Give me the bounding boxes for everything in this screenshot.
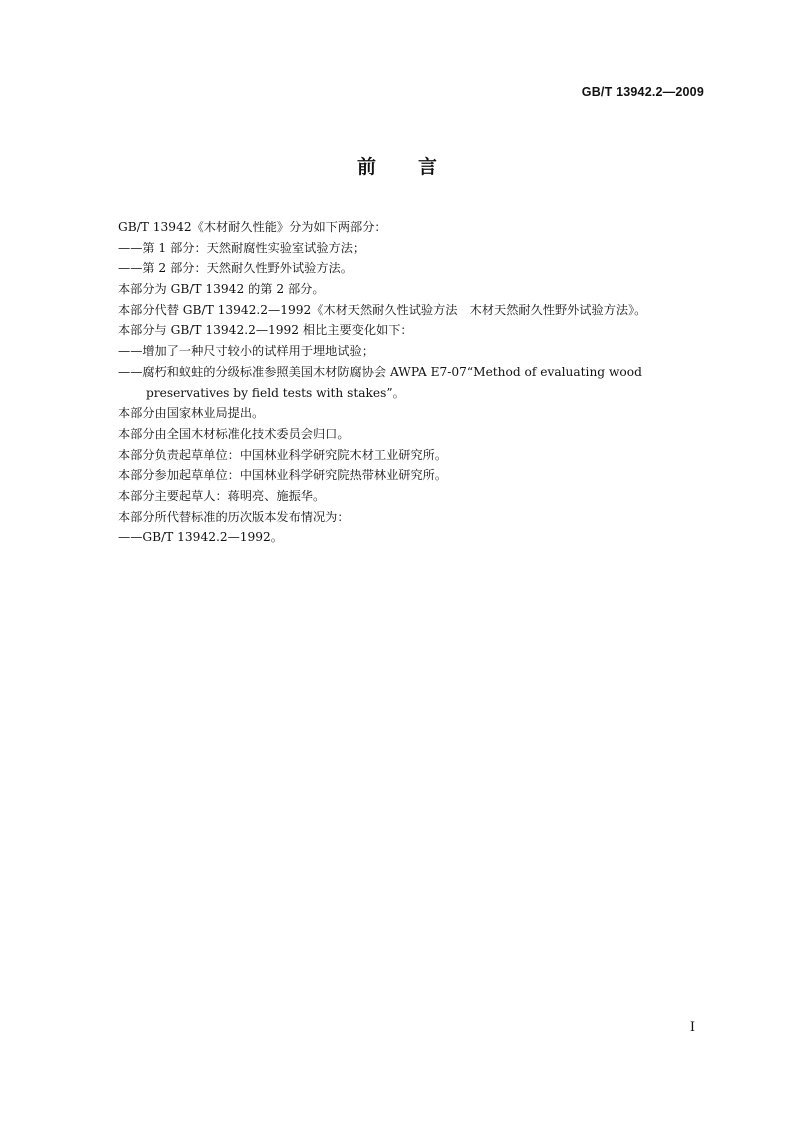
paragraph-line: 本部分参加起草单位：中国林业科学研究院热带林业研究所。 — [118, 468, 448, 483]
list-item: ——GB/T 13942.2—1992。 — [118, 530, 283, 545]
list-item-wrapped-first: ——腐朽和蚁蛀的分级标准参照美国木材防腐协会 AWPA E7-07“Method of evaluating wood — [118, 364, 642, 379]
paragraph-line: 本部分代替 GB/T 13942.2—1992《木材天然耐久性试验方法 木材天然耐久性野外试验方法》。 — [118, 302, 647, 317]
document-body — [118, 217, 706, 548]
paragraph-line: 本部分主要起草人：蒋明亮、施振华。 — [118, 488, 326, 503]
list-item-wrapped-second: preservatives by field tests with stakes”。 — [146, 385, 405, 400]
paragraph-line: 本部分为 GB/T 13942 的第 2 部分。 — [118, 282, 325, 297]
list-item: ——第 2 部分：天然耐久性野外试验方法。 — [118, 261, 353, 276]
standard-code-header: GB/T 13942.2—2009 — [581, 85, 704, 99]
list-item: ——增加了一种尺寸较小的试样用于埋地试验； — [118, 344, 374, 359]
paragraph-line: 本部分负责起草单位：中国林业科学研究院木材工业研究所。 — [118, 447, 448, 462]
paragraph-line: GB/T 13942《木材耐久性能》分为如下两部分： — [118, 220, 387, 234]
paragraph-line: 本部分所代替标准的历次版本发布情况为： — [118, 509, 350, 524]
paragraph-line: 本部分与 GB/T 13942.2—1992 相比主要变化如下： — [118, 323, 413, 338]
page-title: 前言 — [356, 156, 479, 178]
list-item: ——第 1 部分：天然耐腐性实验室试验方法； — [118, 240, 366, 255]
page-number: I — [689, 1020, 695, 1035]
paragraph-line: 本部分由全国木材标准化技术委员会归口。 — [118, 426, 350, 441]
paragraph-line: 本部分由国家林业局提出。 — [118, 406, 265, 421]
